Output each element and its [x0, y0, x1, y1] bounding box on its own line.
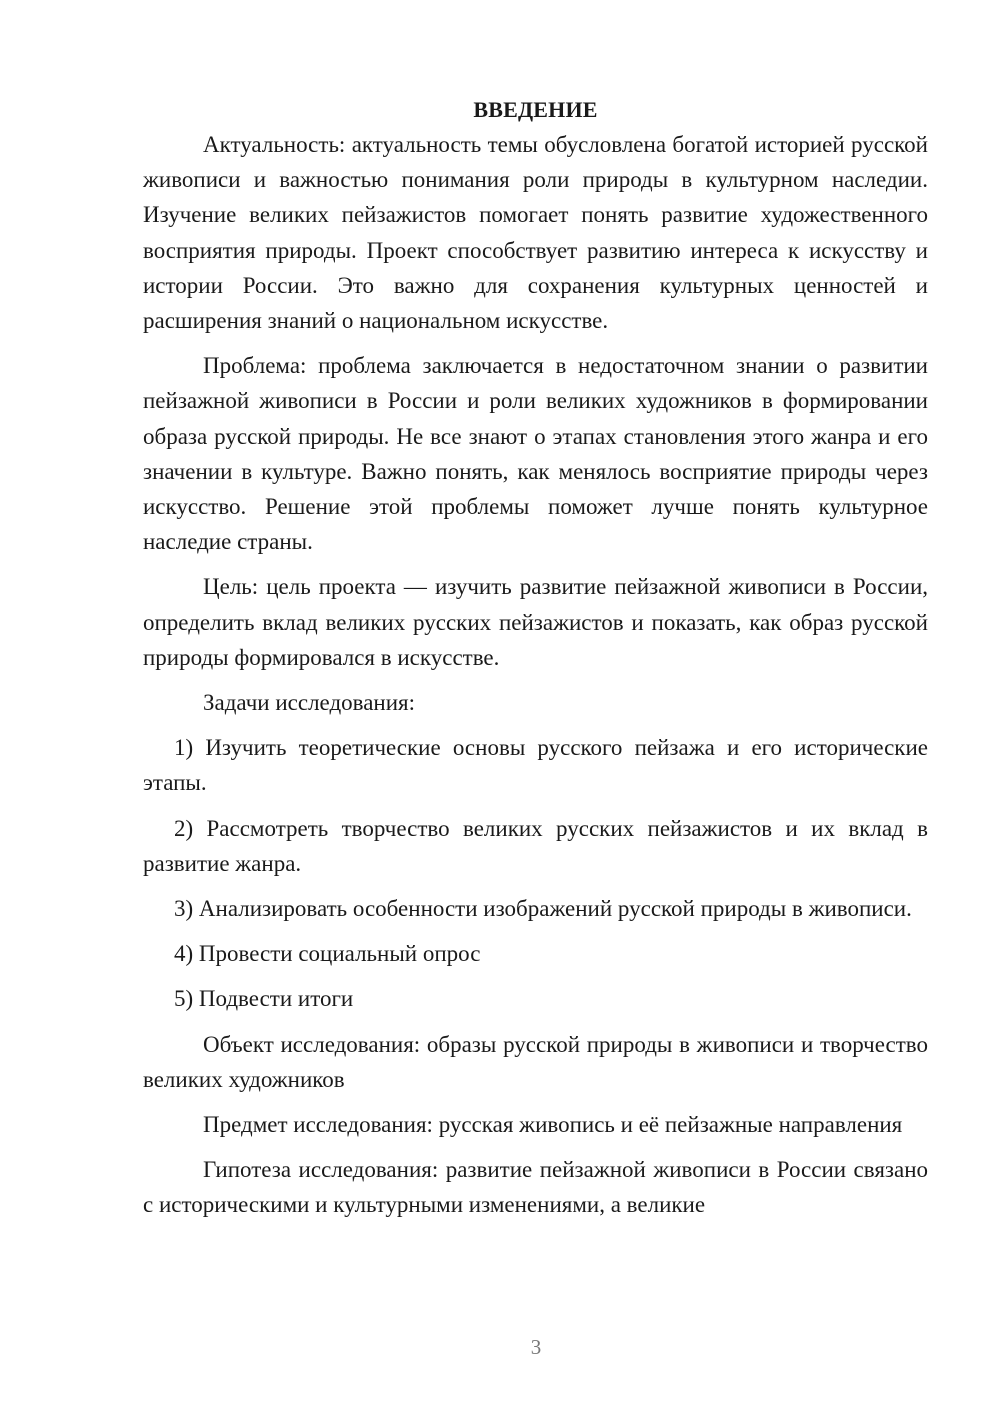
page-number: 3 [530, 1335, 542, 1359]
page-content [143, 92, 928, 1223]
hypothesis-paragraph: Гипотеза исследования: развитие пейзажной живописи в России связано с историческими и культурными изменениями, а великие [143, 1157, 928, 1218]
subject-paragraph: Предмет исследования: русская живопись и её пейзажные направления [203, 1112, 903, 1138]
relevance-paragraph: Актуальность: актуальность темы обусловлена богатой историей русской живописи и важностью понимания роли природы в культурном наследии. Изучение великих пейзажистов помогает понять развитие художественного восприятия природы. Проект способствует развитию интереса к искусству и истории России. Это важно для сохранения культурных ценностей и расширения знаний о национальном искусстве. [143, 132, 928, 334]
task-item-5: 5) Подвести итоги [174, 986, 354, 1012]
object-paragraph: Объект исследования: образы русской природы в живописи и творчество великих художников [143, 1031, 928, 1092]
task-item-4: 4) Провести социальный опрос [174, 941, 481, 967]
task-item-1: 1) Изучить теоретические основы русского пейзажа и его исторические этапы. [143, 735, 928, 796]
goal-paragraph: Цель: цель проекта — изучить развитие пейзажной живописи в России, определить вклад великих русских пейзажистов и показать, как образ русской природы формировался в искусстве. [143, 574, 928, 670]
problem-paragraph: Проблема: проблема заключается в недостаточном знании о развитии пейзажной живописи в России и роли великих художников в формировании образа русской природы. Не все знают о этапах становления этого жанра и его значении в культуре. Важно понять, как менялось восприятие природы через искусство. Решение этой проблемы поможет лучше понять культурное наследие страны. [143, 353, 928, 555]
task-item-3: 3) Анализировать особенности изображений русской природы в живописи. [174, 896, 912, 922]
tasks-heading: Задачи исследования: [203, 690, 416, 716]
section-title: ВВЕДЕНИЕ [473, 97, 598, 122]
task-item-2: 2) Рассмотреть творчество великих русских пейзажистов и их вклад в развитие жанра. [143, 815, 928, 876]
